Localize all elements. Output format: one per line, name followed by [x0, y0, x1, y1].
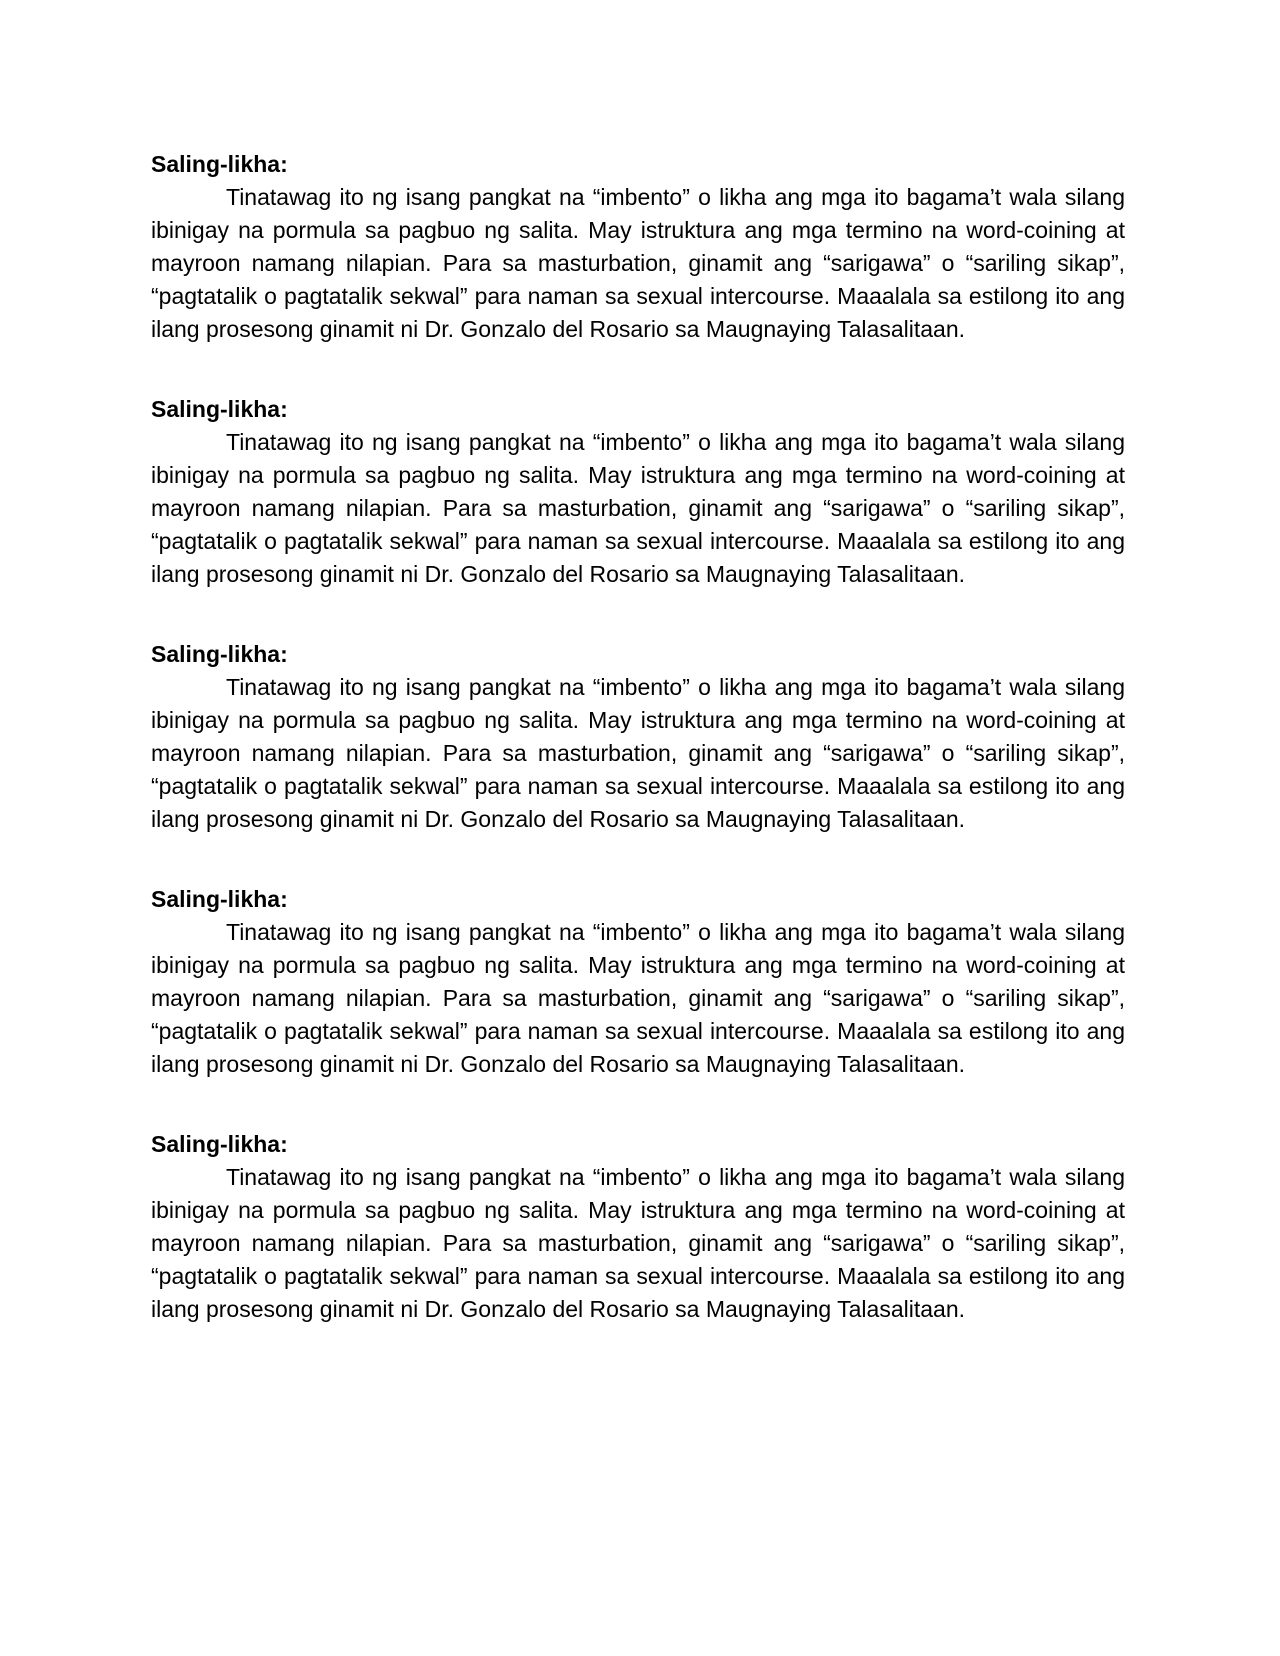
- section-paragraph: Tinatawag ito ng isang pangkat na “imbento” o likha ang mga ito bagama’t wala silang ibinigay na pormula sa pagbuo ng salita. May istruktura ang mga termino na word-coining at mayroon namang nilapian. Para sa masturbation, ginamit ang “sarigawa” o “sariling sikap”, “pagtatalik o pagtatalik sekwal” para naman sa sexual intercourse. Maaalala sa estilong ito ang ilang prosesong ginamit ni Dr. Gonzalo del Rosario sa Maugnaying Talasalitaan.: [151, 919, 1125, 1077]
- section-5: [151, 1128, 1125, 1326]
- section-paragraph: Tinatawag ito ng isang pangkat na “imbento” o likha ang mga ito bagama’t wala silang ibinigay na pormula sa pagbuo ng salita. May istruktura ang mga termino na word-coining at mayroon namang nilapian. Para sa masturbation, ginamit ang “sarigawa” o “sariling sikap”, “pagtatalik o pagtatalik sekwal” para naman sa sexual intercourse. Maaalala sa estilong ito ang ilang prosesong ginamit ni Dr. Gonzalo del Rosario sa Maugnaying Talasalitaan.: [151, 429, 1125, 587]
- section-1: [151, 148, 1125, 346]
- section-heading: Saling-likha:: [151, 396, 288, 422]
- section-2: [151, 393, 1125, 591]
- section-3: [151, 638, 1125, 836]
- section-heading: Saling-likha:: [151, 886, 288, 912]
- section-heading: Saling-likha:: [151, 641, 288, 667]
- section-paragraph: Tinatawag ito ng isang pangkat na “imbento” o likha ang mga ito bagama’t wala silang ibinigay na pormula sa pagbuo ng salita. May istruktura ang mga termino na word-coining at mayroon namang nilapian. Para sa masturbation, ginamit ang “sarigawa” o “sariling sikap”, “pagtatalik o pagtatalik sekwal” para naman sa sexual intercourse. Maaalala sa estilong ito ang ilang prosesong ginamit ni Dr. Gonzalo del Rosario sa Maugnaying Talasalitaan.: [151, 184, 1125, 342]
- section-heading: Saling-likha:: [151, 1131, 288, 1157]
- section-4: [151, 883, 1125, 1081]
- section-paragraph: Tinatawag ito ng isang pangkat na “imbento” o likha ang mga ito bagama’t wala silang ibinigay na pormula sa pagbuo ng salita. May istruktura ang mga termino na word-coining at mayroon namang nilapian. Para sa masturbation, ginamit ang “sarigawa” o “sariling sikap”, “pagtatalik o pagtatalik sekwal” para naman sa sexual intercourse. Maaalala sa estilong ito ang ilang prosesong ginamit ni Dr. Gonzalo del Rosario sa Maugnaying Talasalitaan.: [151, 674, 1125, 832]
- section-heading: Saling-likha:: [151, 151, 288, 177]
- section-paragraph: Tinatawag ito ng isang pangkat na “imbento” o likha ang mga ito bagama’t wala silang ibinigay na pormula sa pagbuo ng salita. May istruktura ang mga termino na word-coining at mayroon namang nilapian. Para sa masturbation, ginamit ang “sarigawa” o “sariling sikap”, “pagtatalik o pagtatalik sekwal” para naman sa sexual intercourse. Maaalala sa estilong ito ang ilang prosesong ginamit ni Dr. Gonzalo del Rosario sa Maugnaying Talasalitaan.: [151, 1164, 1125, 1322]
